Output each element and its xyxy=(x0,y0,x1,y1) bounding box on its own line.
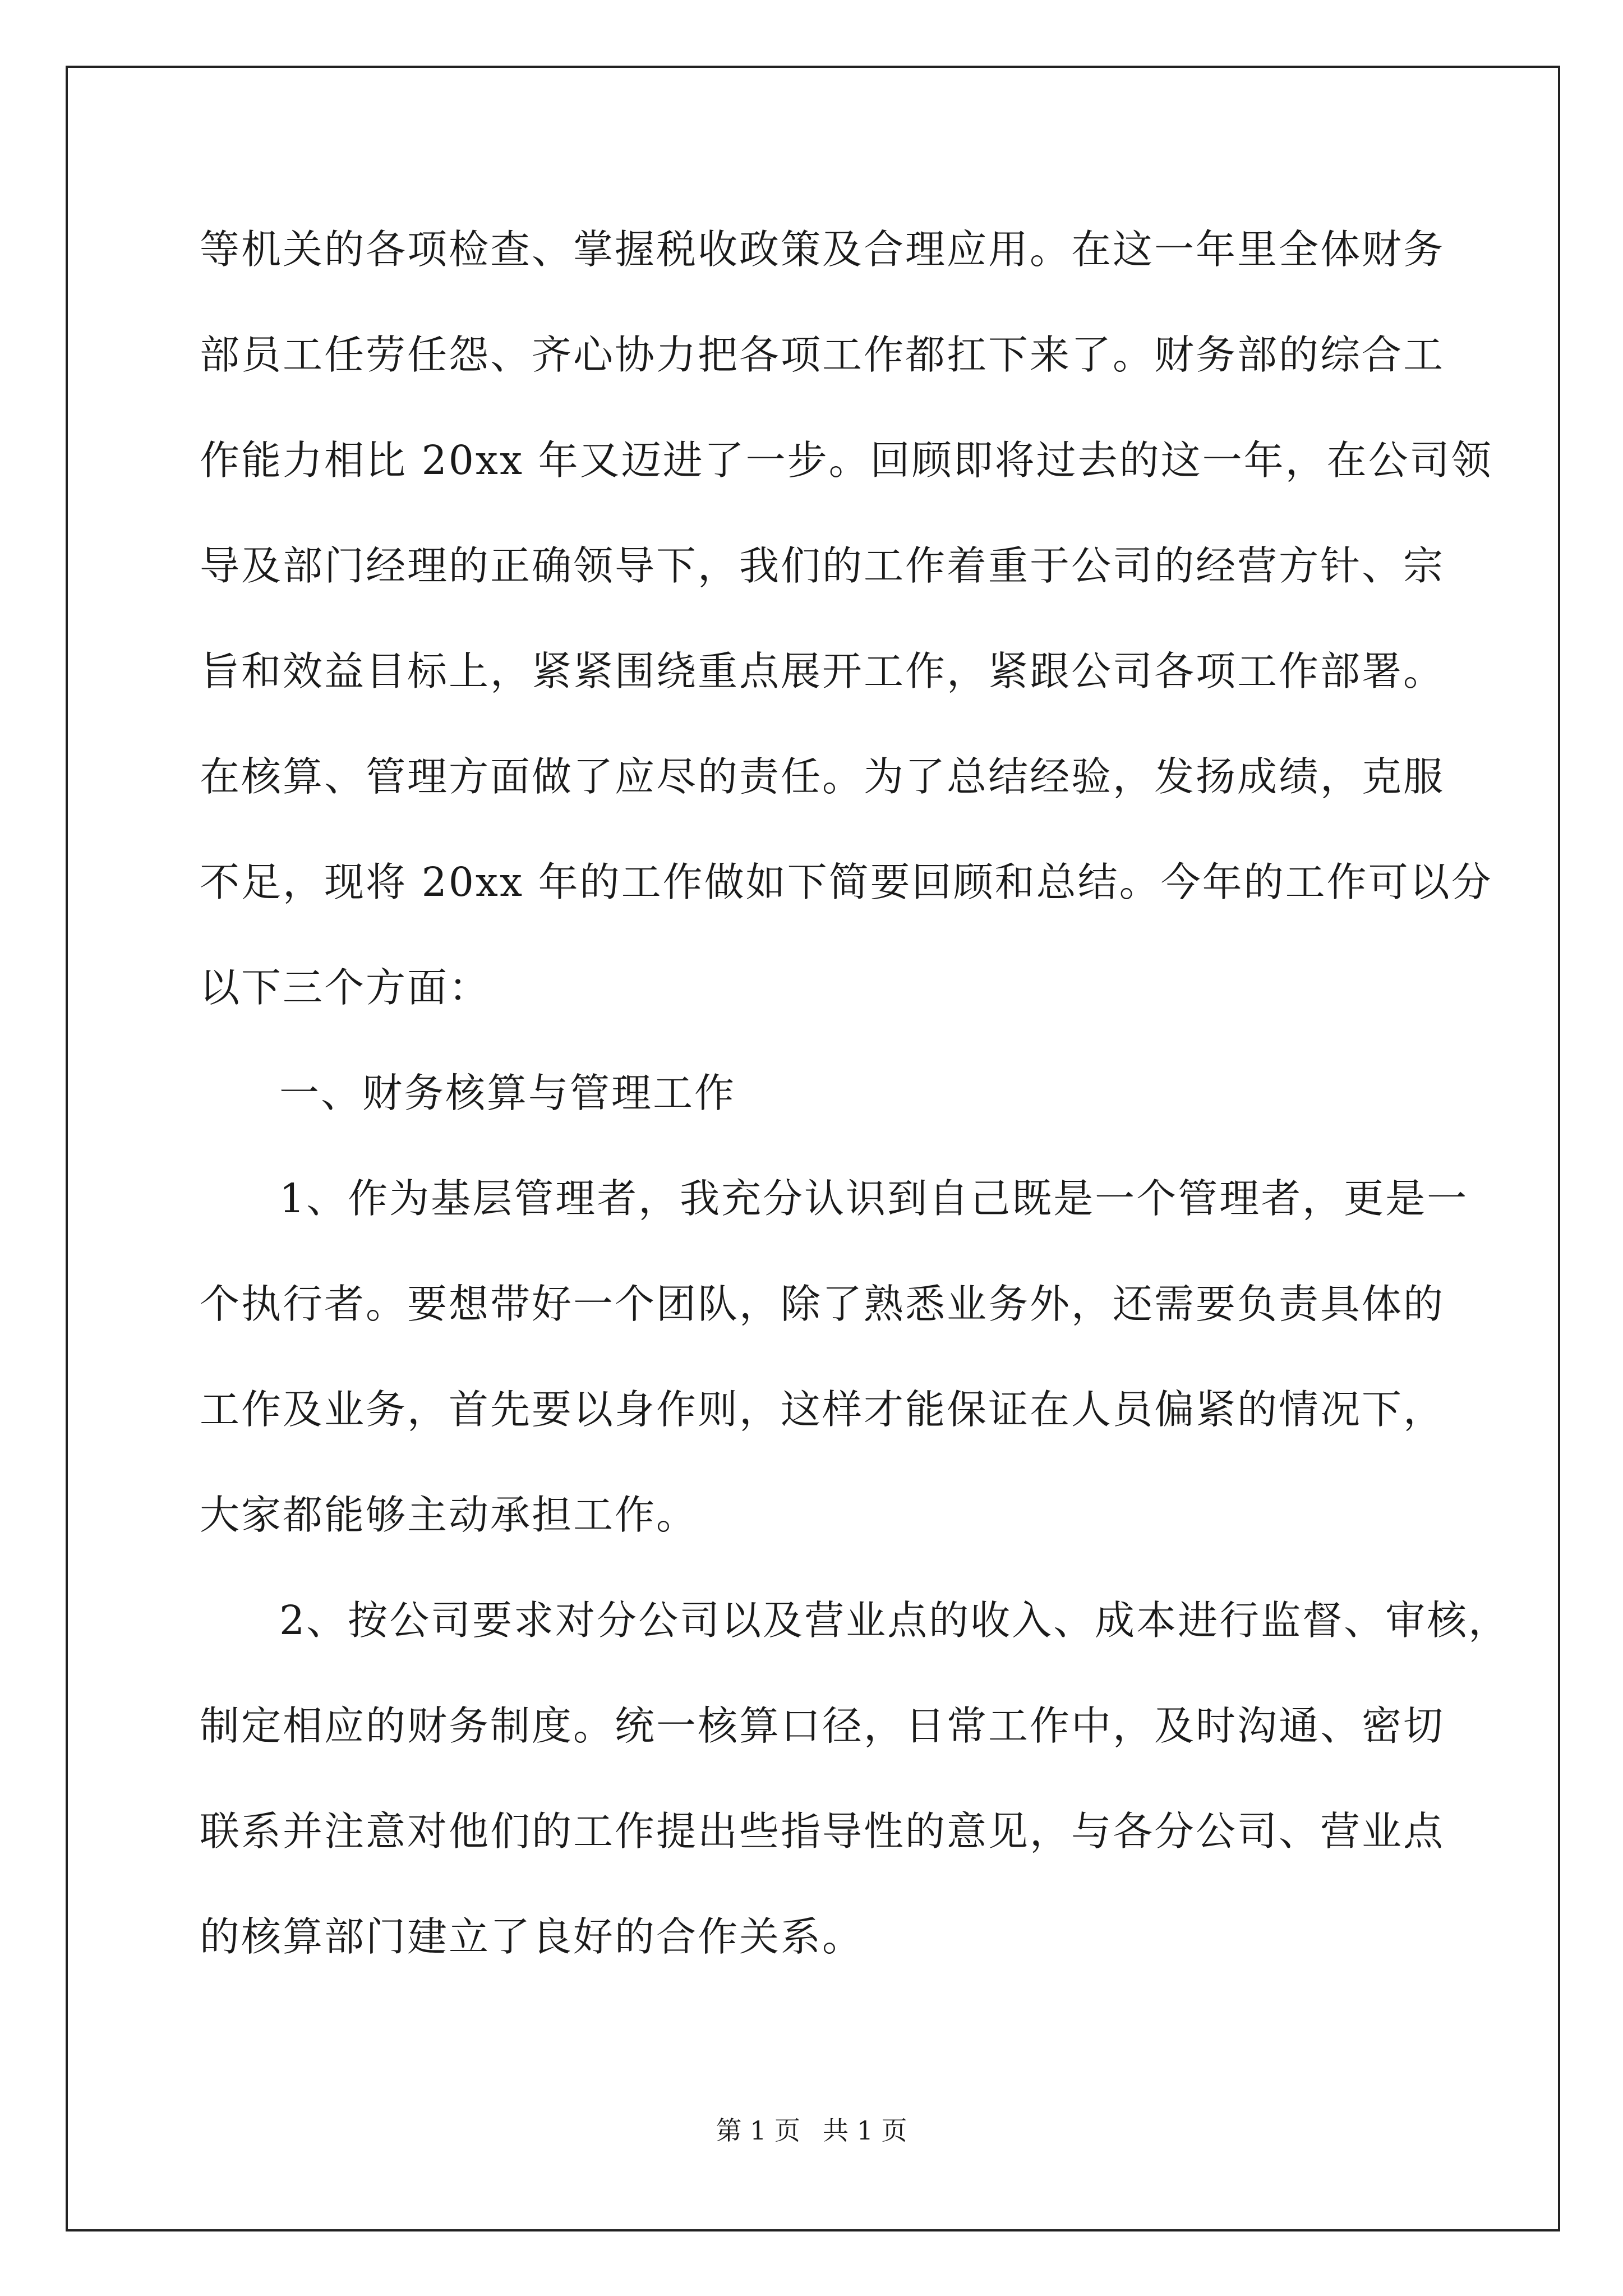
text-line: 1、作为基层管理者，我充分认识到自己既是一个管理者，更是一 xyxy=(279,1175,1469,1222)
text-line: 制定相应的财务制度。统一核算口径，日常工作中，及时沟通、密切 xyxy=(200,1703,1445,1749)
text-line: 联系并注意对他们的工作提出些指导性的意见，与各分公司、营业点 xyxy=(200,1808,1445,1855)
text-line: 作能力相比 20xx 年又迈进了一步。回顾即将过去的这一年，在公司领 xyxy=(200,437,1493,484)
text-line: 导及部门经理的正确领导下，我们的工作着重于公司的经营方针、宗 xyxy=(200,542,1445,589)
text-line: 大家都能够主动承担工作。 xyxy=(200,1492,698,1538)
text-line: 工作及业务，首先要以身作则，这样才能保证在人员偏紧的情况下， xyxy=(200,1386,1445,1433)
page-footer xyxy=(0,2110,1623,2147)
text-line: 等机关的各项检查、掌握税收政策及合理应用。在这一年里全体财务 xyxy=(200,226,1445,273)
text-line: 旨和效益目标上，紧紧围绕重点展开工作，紧跟公司各项工作部署。 xyxy=(200,648,1445,694)
text-line: 2、按公司要求对分公司以及营业点的收入、成本进行监督、审核， xyxy=(279,1597,1510,1644)
page-total: 共 1 页 xyxy=(823,2115,907,2146)
text-line: 在核算、管理方面做了应尽的责任。为了总结经验，发扬成绩，克服 xyxy=(200,753,1445,800)
text-line: 部员工任劳任怨、齐心协力把各项工作都扛下来了。财务部的综合工 xyxy=(200,332,1445,378)
page-number: 第 1 页 xyxy=(716,2115,800,2146)
text-line: 个执行者。要想带好一个团队，除了熟悉业务外，还需要负责具体的 xyxy=(200,1281,1445,1327)
text-line: 的核算部门建立了良好的合作关系。 xyxy=(200,1913,864,1960)
section-heading: 一、财务核算与管理工作 xyxy=(279,1070,736,1116)
document-body xyxy=(200,216,1510,2009)
text-line: 以下三个方面： xyxy=(200,964,491,1011)
text-line: 不足，现将 20xx 年的工作做如下简要回顾和总结。今年的工作可以分 xyxy=(200,859,1493,905)
